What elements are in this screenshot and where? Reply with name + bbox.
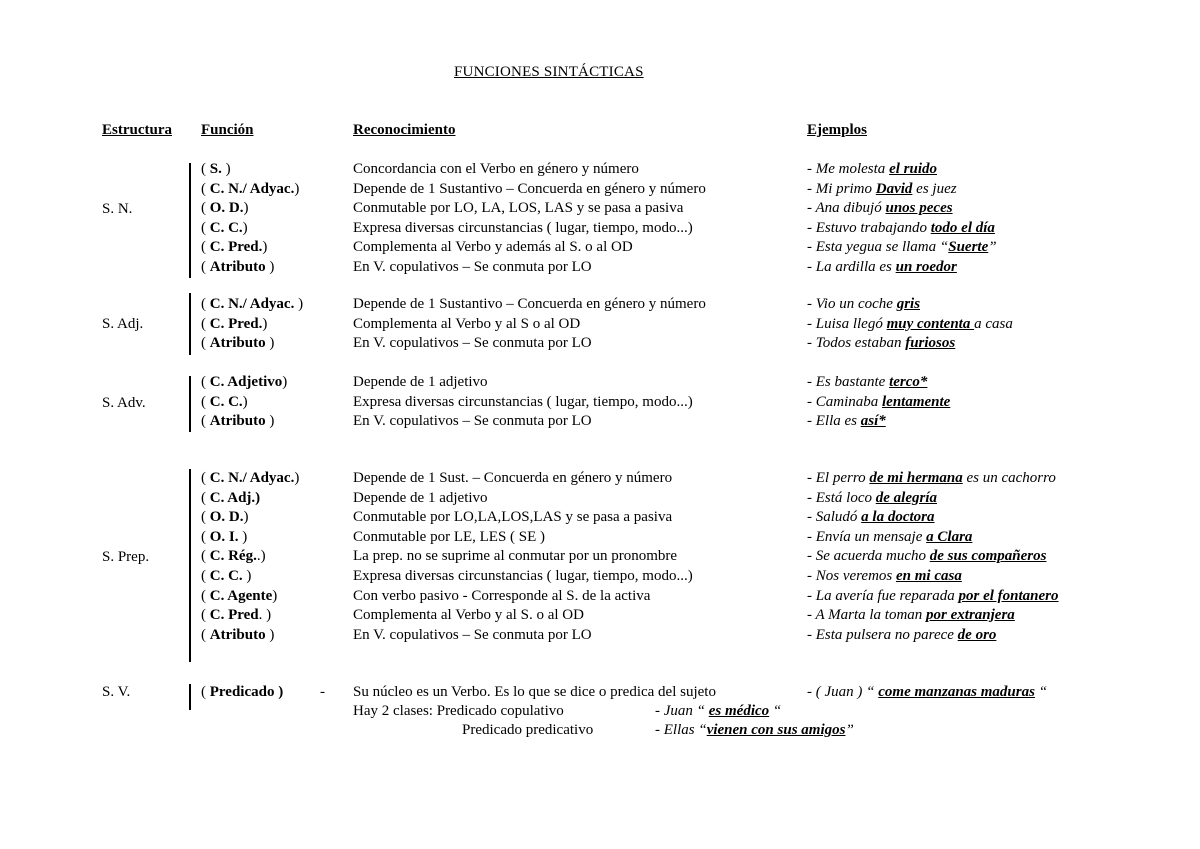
ejemplo-text: - Mi primo David es juez [807, 181, 957, 197]
ejemplo-text: - Ellas “vienen con sus amigos” [655, 722, 854, 738]
ejemplo-text: - Se acuerda mucho de sus compañeros [807, 548, 1047, 564]
ejemplo-text: - A Marta la toman por extranjera [807, 607, 1015, 623]
reconocimiento-text: Depende de 1 Sustantivo – Concuerda en género y número [353, 181, 706, 197]
funcion-label: ( Atributo ) [201, 259, 275, 275]
reconocimiento-text: Conmutable por LO,LA,LOS,LAS y se pasa a pasiva [353, 509, 673, 525]
ejemplo-text: - La ardilla es un roedor [807, 259, 957, 275]
reconocimiento-text: La prep. no se suprime al conmutar por un pronombre [353, 548, 678, 564]
funcion-label: ( O. D.) [201, 200, 249, 216]
funcion-label: ( C. Agente) [201, 588, 278, 604]
ejemplo-text: - Vio un coche gris [807, 296, 921, 312]
funcion-label: ( C. Pred. ) [201, 607, 272, 623]
bracket-line [189, 163, 191, 278]
funcion-label: ( C. N./ Adyac.) [201, 470, 300, 486]
funcion-dash: - [320, 684, 325, 700]
reconocimiento-text: Concordancia con el Verbo en género y número [353, 161, 639, 177]
reconocimiento-text: Expresa diversas circunstancias ( lugar, tiempo, modo...) [353, 394, 693, 410]
estructura-label: S. V. [102, 684, 131, 700]
ejemplo-text: - Esta pulsera no parece de oro [807, 627, 997, 643]
funcion-label: ( C. Adjetivo) [201, 374, 288, 390]
funcion-label: ( O. D.) [201, 509, 249, 525]
ejemplo-text: - Caminaba lentamente [807, 394, 951, 410]
ejemplo-text: - Es bastante terco* [807, 374, 928, 390]
header-estructura: Estructura [102, 122, 172, 138]
reconocimiento-text: En V. copulativos – Se conmuta por LO [353, 413, 592, 429]
funcion-label: ( Atributo ) [201, 413, 275, 429]
estructura-label: S. Adv. [102, 395, 146, 411]
reconocimiento-text: Hay 2 clases: Predicado copulativo [353, 703, 564, 719]
ejemplo-text: - Nos veremos en mi casa [807, 568, 962, 584]
reconocimiento-text: Depende de 1 Sustantivo – Concuerda en género y número [353, 296, 706, 312]
ejemplo-text: - Luisa llegó muy contenta a casa [807, 316, 1013, 332]
reconocimiento-text: Depende de 1 adjetivo [353, 490, 488, 506]
ejemplo-text: - Ana dibujó unos peces [807, 200, 953, 216]
funcion-label: ( C. N./ Adyac. ) [201, 296, 304, 312]
reconocimiento-text: Conmutable por LO, LA, LOS, LAS y se pasa a pasiva [353, 200, 684, 216]
funcion-label: ( Atributo ) [201, 627, 275, 643]
reconocimiento-text: En V. copulativos – Se conmuta por LO [353, 627, 592, 643]
ejemplo-text: - Todos estaban furiosos [807, 335, 956, 351]
ejemplo-text: - Estuvo trabajando todo el día [807, 220, 995, 236]
funcion-label: ( C. Pred.) [201, 239, 268, 255]
reconocimiento-text: Depende de 1 Sust. – Concuerda en género y número [353, 470, 673, 486]
reconocimiento-text: Expresa diversas circunstancias ( lugar, tiempo, modo...) [353, 220, 693, 236]
reconocimiento-text: Con verbo pasivo - Corresponde al S. de la activa [353, 588, 651, 604]
bracket-line [189, 684, 191, 710]
reconocimiento-text: Complementa al Verbo y al S o al OD [353, 316, 581, 332]
ejemplo-text: - Esta yegua se llama “Suerte” [807, 239, 997, 255]
header-reconocimiento: Reconocimiento [353, 122, 456, 138]
bracket-line [189, 376, 191, 432]
estructura-label: S. N. [102, 201, 133, 217]
funcion-label: ( S. ) [201, 161, 231, 177]
estructura-label: S. Prep. [102, 549, 150, 565]
reconocimiento-text: Complementa al Verbo y al S. o al OD [353, 607, 584, 623]
funcion-label: ( O. I. ) [201, 529, 248, 545]
ejemplo-text: - Está loco de alegría [807, 490, 937, 506]
reconocimiento-text: Depende de 1 adjetivo [353, 374, 488, 390]
bracket-line [189, 293, 191, 355]
reconocimiento-text: En V. copulativos – Se conmuta por LO [353, 335, 592, 351]
header-ejemplos: Ejemplos [807, 122, 867, 138]
page-title: FUNCIONES SINTÁCTICAS [454, 64, 644, 80]
header-funcion: Función [201, 122, 254, 138]
reconocimiento-text: Predicado predicativo [462, 722, 594, 738]
reconocimiento-text: Complementa al Verbo y además al S. o al OD [353, 239, 633, 255]
funcion-label: ( C. C.) [201, 394, 248, 410]
ejemplo-text: - Me molesta el ruido [807, 161, 937, 177]
reconocimiento-text: En V. copulativos – Se conmuta por LO [353, 259, 592, 275]
funcion-label: ( C. C.) [201, 220, 248, 236]
funcion-label: ( C. Pred.) [201, 316, 268, 332]
ejemplo-text: - Envía un mensaje a Clara [807, 529, 973, 545]
ejemplo-text: - Saludó a la doctora [807, 509, 935, 525]
funcion-predicado: ( Predicado ) [201, 684, 284, 700]
reconocimiento-text: Conmutable por LE, LES ( SE ) [353, 529, 546, 545]
ejemplo-text: - La avería fue reparada por el fontanero [807, 588, 1059, 604]
reconocimiento-text: Su núcleo es un Verbo. Es lo que se dice o predica del sujeto [353, 684, 716, 700]
bracket-line [189, 469, 191, 662]
ejemplo-text: - Ella es así* [807, 413, 886, 429]
reconocimiento-text: Expresa diversas circunstancias ( lugar, tiempo, modo...) [353, 568, 693, 584]
ejemplo-text: - El perro de mi hermana es un cachorro [807, 470, 1056, 486]
funcion-label: ( C. Adj.) [201, 490, 261, 506]
funcion-label: ( C. C. ) [201, 568, 252, 584]
ejemplo-text: - Juan “ es médico “ [655, 703, 782, 719]
ejemplo-text: - ( Juan ) “ come manzanas maduras “ [807, 684, 1048, 700]
funcion-label: ( C. N./ Adyac.) [201, 181, 300, 197]
funcion-label: ( Atributo ) [201, 335, 275, 351]
funcion-label: ( C. Rég..) [201, 548, 266, 564]
estructura-label: S. Adj. [102, 316, 144, 332]
